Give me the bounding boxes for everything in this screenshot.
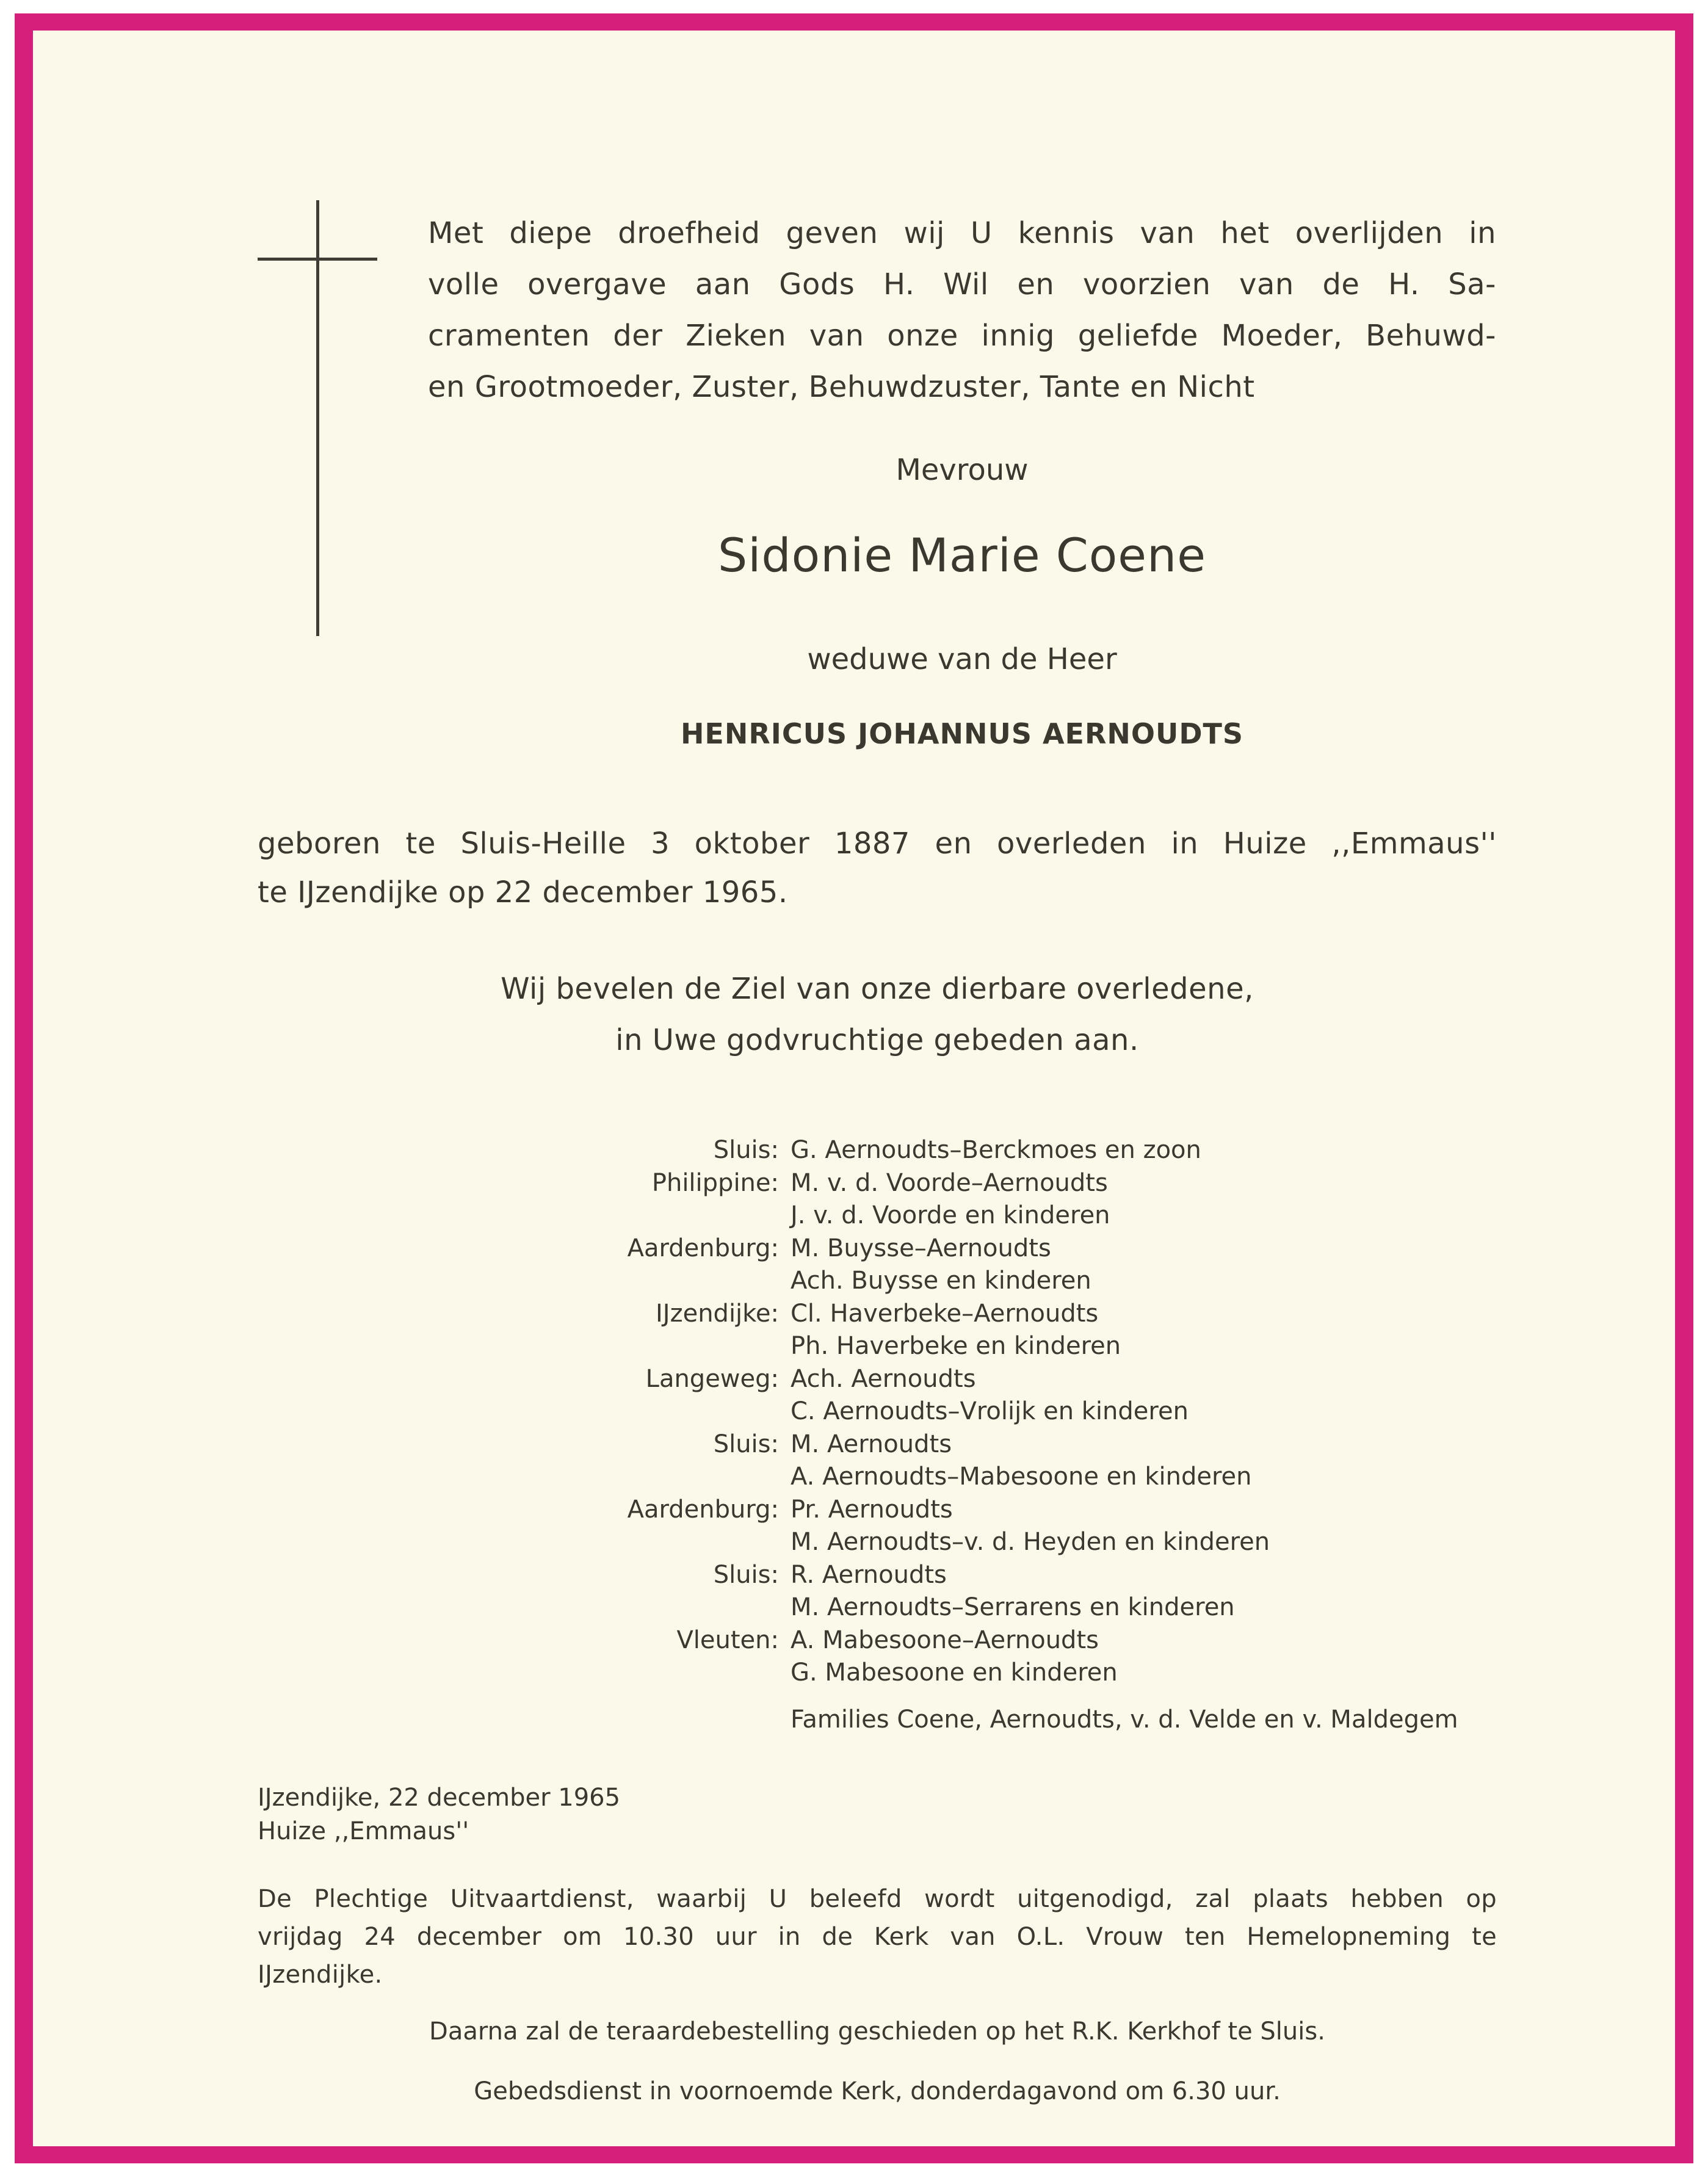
deceased-name: Sidonie Marie Coene: [718, 528, 1206, 582]
title-word: Mevrouw: [896, 453, 1029, 487]
family-row: [33, 1199, 1681, 1232]
family-row: [33, 1657, 1681, 1690]
prayer-line: Wij bevelen de Ziel van onze dierbare overledene,: [501, 972, 1254, 1006]
family-row: [33, 1395, 1681, 1428]
birth-death-paragraph: [258, 819, 1497, 917]
family-place: IJzendijke:: [656, 1299, 779, 1328]
burial-line: Daarna zal de teraardebestelling geschieden op het R.K. Kerkhof te Sluis.: [429, 2017, 1325, 2046]
funeral-service-paragraph: [258, 1880, 1497, 1994]
family-name: M. Buysse–Aernoudts: [791, 1234, 1051, 1262]
family-name: M. Aernoudts–v. d. Heyden en kinderen: [791, 1528, 1270, 1556]
family-row: [33, 1363, 1681, 1396]
prayer-service-line: Gebedsdienst in voornoemde Kerk, donderdagavond om 6.30 uur.: [474, 2077, 1281, 2105]
intro-paragraph: [428, 208, 1496, 413]
family-row: [33, 1624, 1681, 1657]
service-line: vrijdag 24 december om 10.30 uur in de Kerk van O.L. Vrouw ten Hemelopneming te: [258, 1923, 1497, 1951]
family-name: C. Aernoudts–Vrolijk en kinderen: [791, 1397, 1189, 1425]
family-name: A. Mabesoone–Aernoudts: [791, 1626, 1099, 1654]
family-list: [33, 1134, 1681, 1690]
widow-of-text: weduwe van de Heer: [807, 642, 1117, 676]
family-name: Ach. Aernoudts: [791, 1364, 976, 1393]
family-name: G. Mabesoone en kinderen: [791, 1659, 1118, 1687]
family-row: [33, 1494, 1681, 1527]
family-row: [33, 1134, 1681, 1167]
birth-death-line: te IJzendijke op 22 december 1965.: [258, 875, 788, 910]
family-name: Pr. Aernoudts: [791, 1495, 953, 1524]
date-place-block: [258, 1781, 620, 1848]
family-name: M. Aernoudts–Serrarens en kinderen: [791, 1593, 1235, 1621]
family-name: A. Aernoudts–Mabesoone en kinderen: [791, 1463, 1252, 1491]
prayer-line: in Uwe godvruchtige gebeden aan.: [615, 1023, 1139, 1057]
family-row: [33, 1330, 1681, 1363]
families-line: Families Coene, Aernoudts, v. d. Velde en v. Maldegem: [791, 1706, 1458, 1734]
family-row: [33, 1461, 1681, 1494]
family-name: Ach. Buysse en kinderen: [791, 1267, 1091, 1295]
family-name: G. Aernoudts–Berckmoes en zoon: [791, 1136, 1201, 1164]
family-name: Ph. Haverbeke en kinderen: [791, 1332, 1121, 1360]
family-place: Sluis:: [713, 1560, 779, 1589]
family-place: Vleuten:: [676, 1626, 779, 1654]
date-place-line: Huize ,,Emmaus'': [258, 1817, 469, 1845]
intro-line: Met diepe droefheid geven wij U kennis van het overlijden in: [428, 216, 1496, 250]
family-row: [33, 1298, 1681, 1331]
family-place: Sluis:: [713, 1430, 779, 1458]
family-place: Aardenburg:: [627, 1495, 779, 1524]
family-row: [33, 1428, 1681, 1461]
service-line: De Plechtige Uitvaartdienst, waarbij U beleefd wordt uitgenodigd, zal plaats hebben op: [258, 1885, 1497, 1913]
family-row: [33, 1167, 1681, 1200]
family-place: Langeweg:: [645, 1364, 779, 1393]
family-place: Aardenburg:: [627, 1234, 779, 1262]
cross-icon-vertical: [316, 200, 319, 636]
birth-death-line: geboren te Sluis-Heille 3 oktober 1887 en overleden in Huize ,,Emmaus'': [258, 827, 1497, 861]
intro-line: volle overgave aan Gods H. Wil en voorzien van de H. Sa-: [428, 267, 1496, 302]
service-line: IJzendijke.: [258, 1961, 383, 1989]
prayer-paragraph: [258, 963, 1497, 1066]
date-place-line: IJzendijke, 22 december 1965: [258, 1784, 621, 1812]
family-row: [33, 1559, 1681, 1592]
family-name: R. Aernoudts: [791, 1560, 947, 1589]
family-name: M. v. d. Voorde–Aernoudts: [791, 1168, 1108, 1197]
husband-name: HENRICUS JOHANNUS AERNOUDTS: [680, 717, 1244, 750]
family-row: [33, 1265, 1681, 1298]
family-place: Philippine:: [651, 1168, 779, 1197]
family-row: [33, 1591, 1681, 1624]
family-name: M. Aernoudts: [791, 1430, 952, 1458]
intro-line: cramenten der Zieken van onze innig geliefde Moeder, Behuwd-: [428, 319, 1496, 353]
family-place: Sluis:: [713, 1136, 779, 1164]
family-row: [33, 1232, 1681, 1265]
mourning-card: [15, 13, 1693, 2163]
family-name: J. v. d. Voorde en kinderen: [791, 1201, 1110, 1229]
family-name: Cl. Haverbeke–Aernoudts: [791, 1299, 1099, 1328]
cross-icon-horizontal: [258, 258, 377, 261]
intro-line: en Grootmoeder, Zuster, Behuwdzuster, Tante en Nicht: [428, 370, 1255, 404]
family-row: [33, 1526, 1681, 1559]
